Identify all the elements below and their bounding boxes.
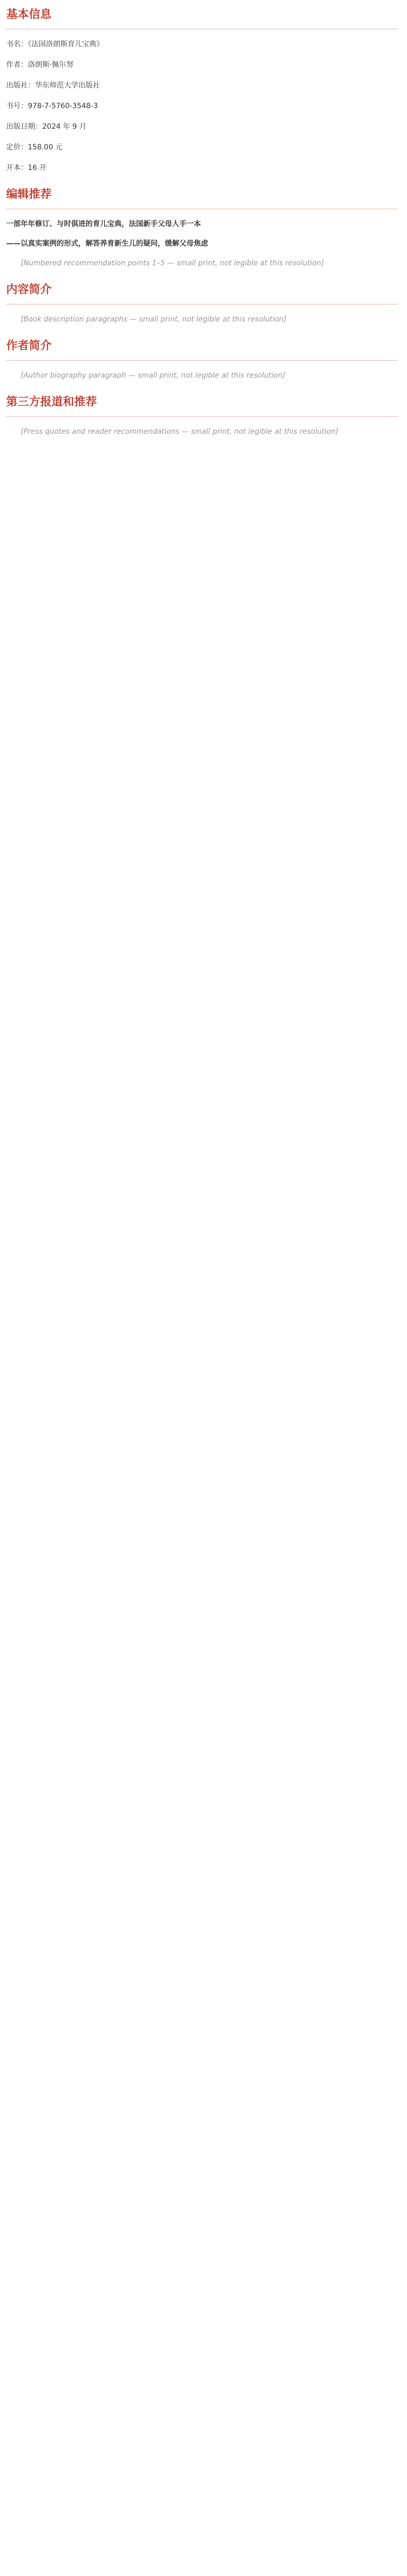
field-author [6,57,398,73]
section-divider [6,416,398,417]
section-divider [6,360,398,361]
field-value: 158.00 元 [28,143,63,151]
author-intro-body: [Author biography paragraph — small print, not legible at this resolution] [21,371,285,380]
field-value: 洛朗斯·佩尔努 [28,61,74,69]
basic-info-list [6,37,398,176]
field-value: 华东师范大学出版社 [35,81,100,90]
field-value: 16 开 [28,164,47,172]
book-info-page [0,0,407,457]
editor-recommendation-body: [Numbered recommendation points 1–5 — small print, not legible at this resolution] [21,259,324,267]
field-label: 定价 ： [6,143,28,151]
section-title-basic-info: 基本信息 [6,8,52,21]
field-label: 作者 ： [6,61,28,69]
field-value: 《法国洛朗斯育儿宝典》 [28,40,104,48]
editor-lead-subheadline: ——以真实案例的形式，解答养育新生儿的疑问，缓解父母焦虑 [6,240,208,248]
field-title [6,37,398,52]
field-value: 2024 年 9 月 [42,123,87,131]
third-party-body: [Press quotes and reader recommendations — small print, not legible at this resolution] [21,428,338,436]
field-label: 书名 ： [6,40,28,48]
field-label: 出版社 ： [6,81,35,90]
field-publisher [6,78,398,93]
field-format [6,160,398,176]
section-title-content-intro: 内容简介 [6,283,52,296]
editor-lead-headline: 一部年年修订、与时俱进的育儿宝典，法国新手父母人手一本 [6,220,201,228]
content-intro-body: [Book description paragraphs — small print, not legible at this resolution] [21,315,286,324]
section-title-third-party: 第三方报道和推荐 [6,396,97,409]
field-isbn [6,98,398,114]
field-value: 978-7-5760-3548-3 [28,102,98,110]
field-label: 书号 ： [6,102,28,110]
section-title-editor-recommendation: 编辑推荐 [6,188,52,201]
field-label: 开本 ： [6,164,28,172]
section-title-author-intro: 作者简介 [6,340,52,352]
field-publish-date [6,119,398,134]
field-label: 出版日期 ： [6,123,42,131]
field-price [6,140,398,155]
